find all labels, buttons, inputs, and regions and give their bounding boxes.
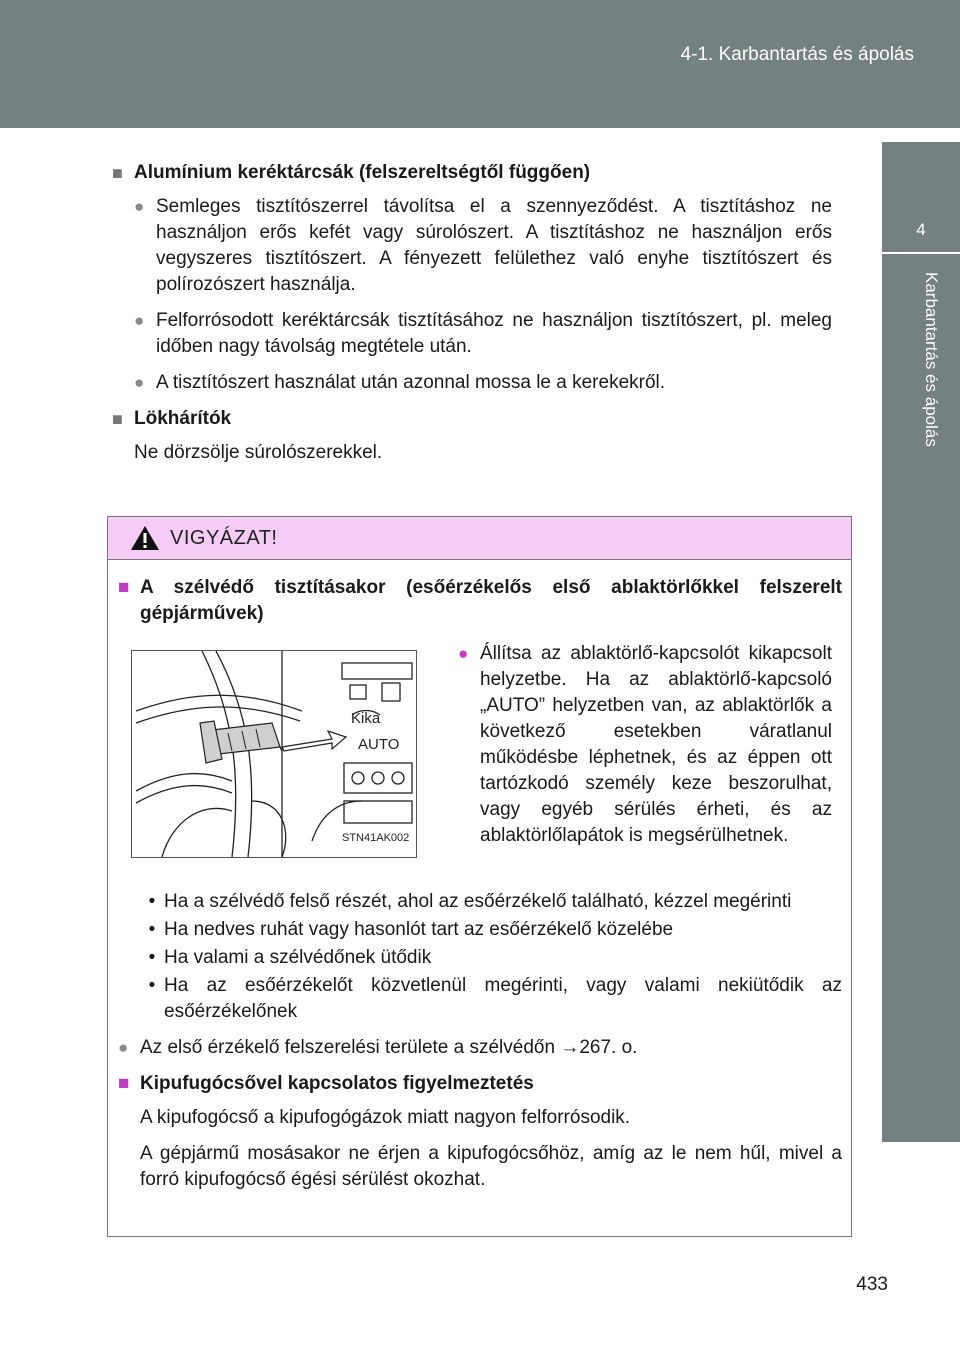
warning-content: [118, 575, 842, 627]
chapter-side-tab: [882, 142, 960, 1142]
bumpers-heading: ■ Lökhárítók: [112, 406, 832, 432]
chapter-number: 4: [916, 220, 926, 239]
list-item: ● Felforrósodott keréktárcsák tisztításához ne használjon tisztítószert, pl. meleg időben nagy távolság megtétele után.: [134, 308, 832, 360]
header-band: [0, 0, 960, 128]
exhaust-para-2: A gépjármű mosásakor ne érjen a kipufogócsőhöz, amíg az le nem hűl, mivel a forró kipufogócső égési sérülést okozhat.: [140, 1143, 842, 1190]
wiper-switch-figure: [131, 650, 417, 858]
wiper-switch-bullet: ● Állítsa az ablaktörlő-kapcsolót kikapcsolt helyzetbe. Ha az ablaktörlő-kapcsoló „AUTO” helyzetben van, az ablaktörlők a következő esetekben váratlanul működésbe léphetnek, és az éppen ott tartózkodó személy keze beszorulhat, vagy egyéb sérülés érheti, és az ablaktörlőlapátok is megsérülhetnek.: [458, 641, 832, 849]
circle-bullet-icon: ●: [118, 1038, 129, 1057]
circle-bullet-icon: ●: [134, 197, 145, 216]
warning-box: [107, 516, 852, 1237]
square-bullet-icon: ■: [112, 409, 123, 429]
warning-title: VIGYÁZAT!: [170, 526, 278, 549]
list-item: ● A tisztítószert használat után azonnal mossa le a kerekekről.: [134, 370, 832, 396]
sensor-note: ● Az első érzékelő felszerelési területe a szélvédőn →267. o.: [118, 1035, 842, 1061]
aluminium-heading: ■ Alumínium keréktárcsák (felszereltségtől függően): [112, 160, 832, 186]
circle-bullet-icon: ●: [134, 373, 145, 392]
off-label: Kika: [351, 710, 381, 727]
exhaust-para-1: A kipufogócső a kipufogógázok miatt nagyon felforrósodik.: [140, 1107, 631, 1128]
page-number: 433: [856, 1274, 888, 1295]
square-bullet-icon: ■: [112, 163, 123, 183]
auto-label: AUTO: [358, 736, 400, 753]
warning-triangle-icon: [130, 525, 160, 551]
figure-code: STN41AK002: [342, 832, 410, 844]
chapter-title: Karbantartás és ápolás: [922, 272, 941, 447]
windshield-heading: ■ A szélvédő tisztításakor (esőérzékelős első ablaktörlőkkel felszerelt gépjárművek): [118, 575, 842, 627]
list-item: ● Semleges tisztítószerrel távolítsa el a szennyeződést. A tisztításhoz ne használjon erős kefét vagy súrolószert. A tisztításhoz ne használjon erős vegyszeres tisztítószert. A fényezett felülethez való enyhe tisztítószert és polírozószert használja.: [134, 194, 832, 298]
list-item: • Ha nedves ruhát vagy hasonlót tart az esőérzékelő közelébe: [140, 917, 842, 943]
tab-divider: [882, 252, 960, 254]
list-item: • Ha az esőérzékelőt közvetlenül megérinti, vagy valami nekiütődik az esőérzékelőnek: [140, 973, 842, 1025]
square-bullet-icon: ■: [118, 1073, 130, 1094]
warning-header: [108, 517, 851, 560]
dot-bullet-icon: •: [148, 947, 156, 968]
bumpers-text: Ne dörzsölje súrolószerekkel.: [134, 442, 383, 463]
dot-bullet-icon: •: [148, 919, 156, 940]
wiper-switch-illustration: [132, 651, 416, 857]
dot-bullet-icon: •: [148, 975, 156, 996]
warning-lower: [118, 889, 842, 1193]
square-bullet-icon: ■: [118, 577, 130, 598]
list-item: • Ha valami a szélvédőnek ütődik: [140, 945, 842, 971]
exhaust-heading: ■ Kipufugócsővel kapcsolatos figyelmeztetés: [118, 1071, 842, 1097]
circle-bullet-icon: ●: [458, 644, 469, 663]
list-item: • Ha a szélvédő felső részét, ahol az esőérzékelő található, kézzel megérinti: [140, 889, 842, 915]
circle-bullet-icon: ●: [134, 311, 145, 330]
section-title: 4-1. Karbantartás és ápolás: [680, 44, 914, 65]
main-content: [112, 160, 832, 466]
dot-bullet-icon: •: [148, 891, 156, 912]
